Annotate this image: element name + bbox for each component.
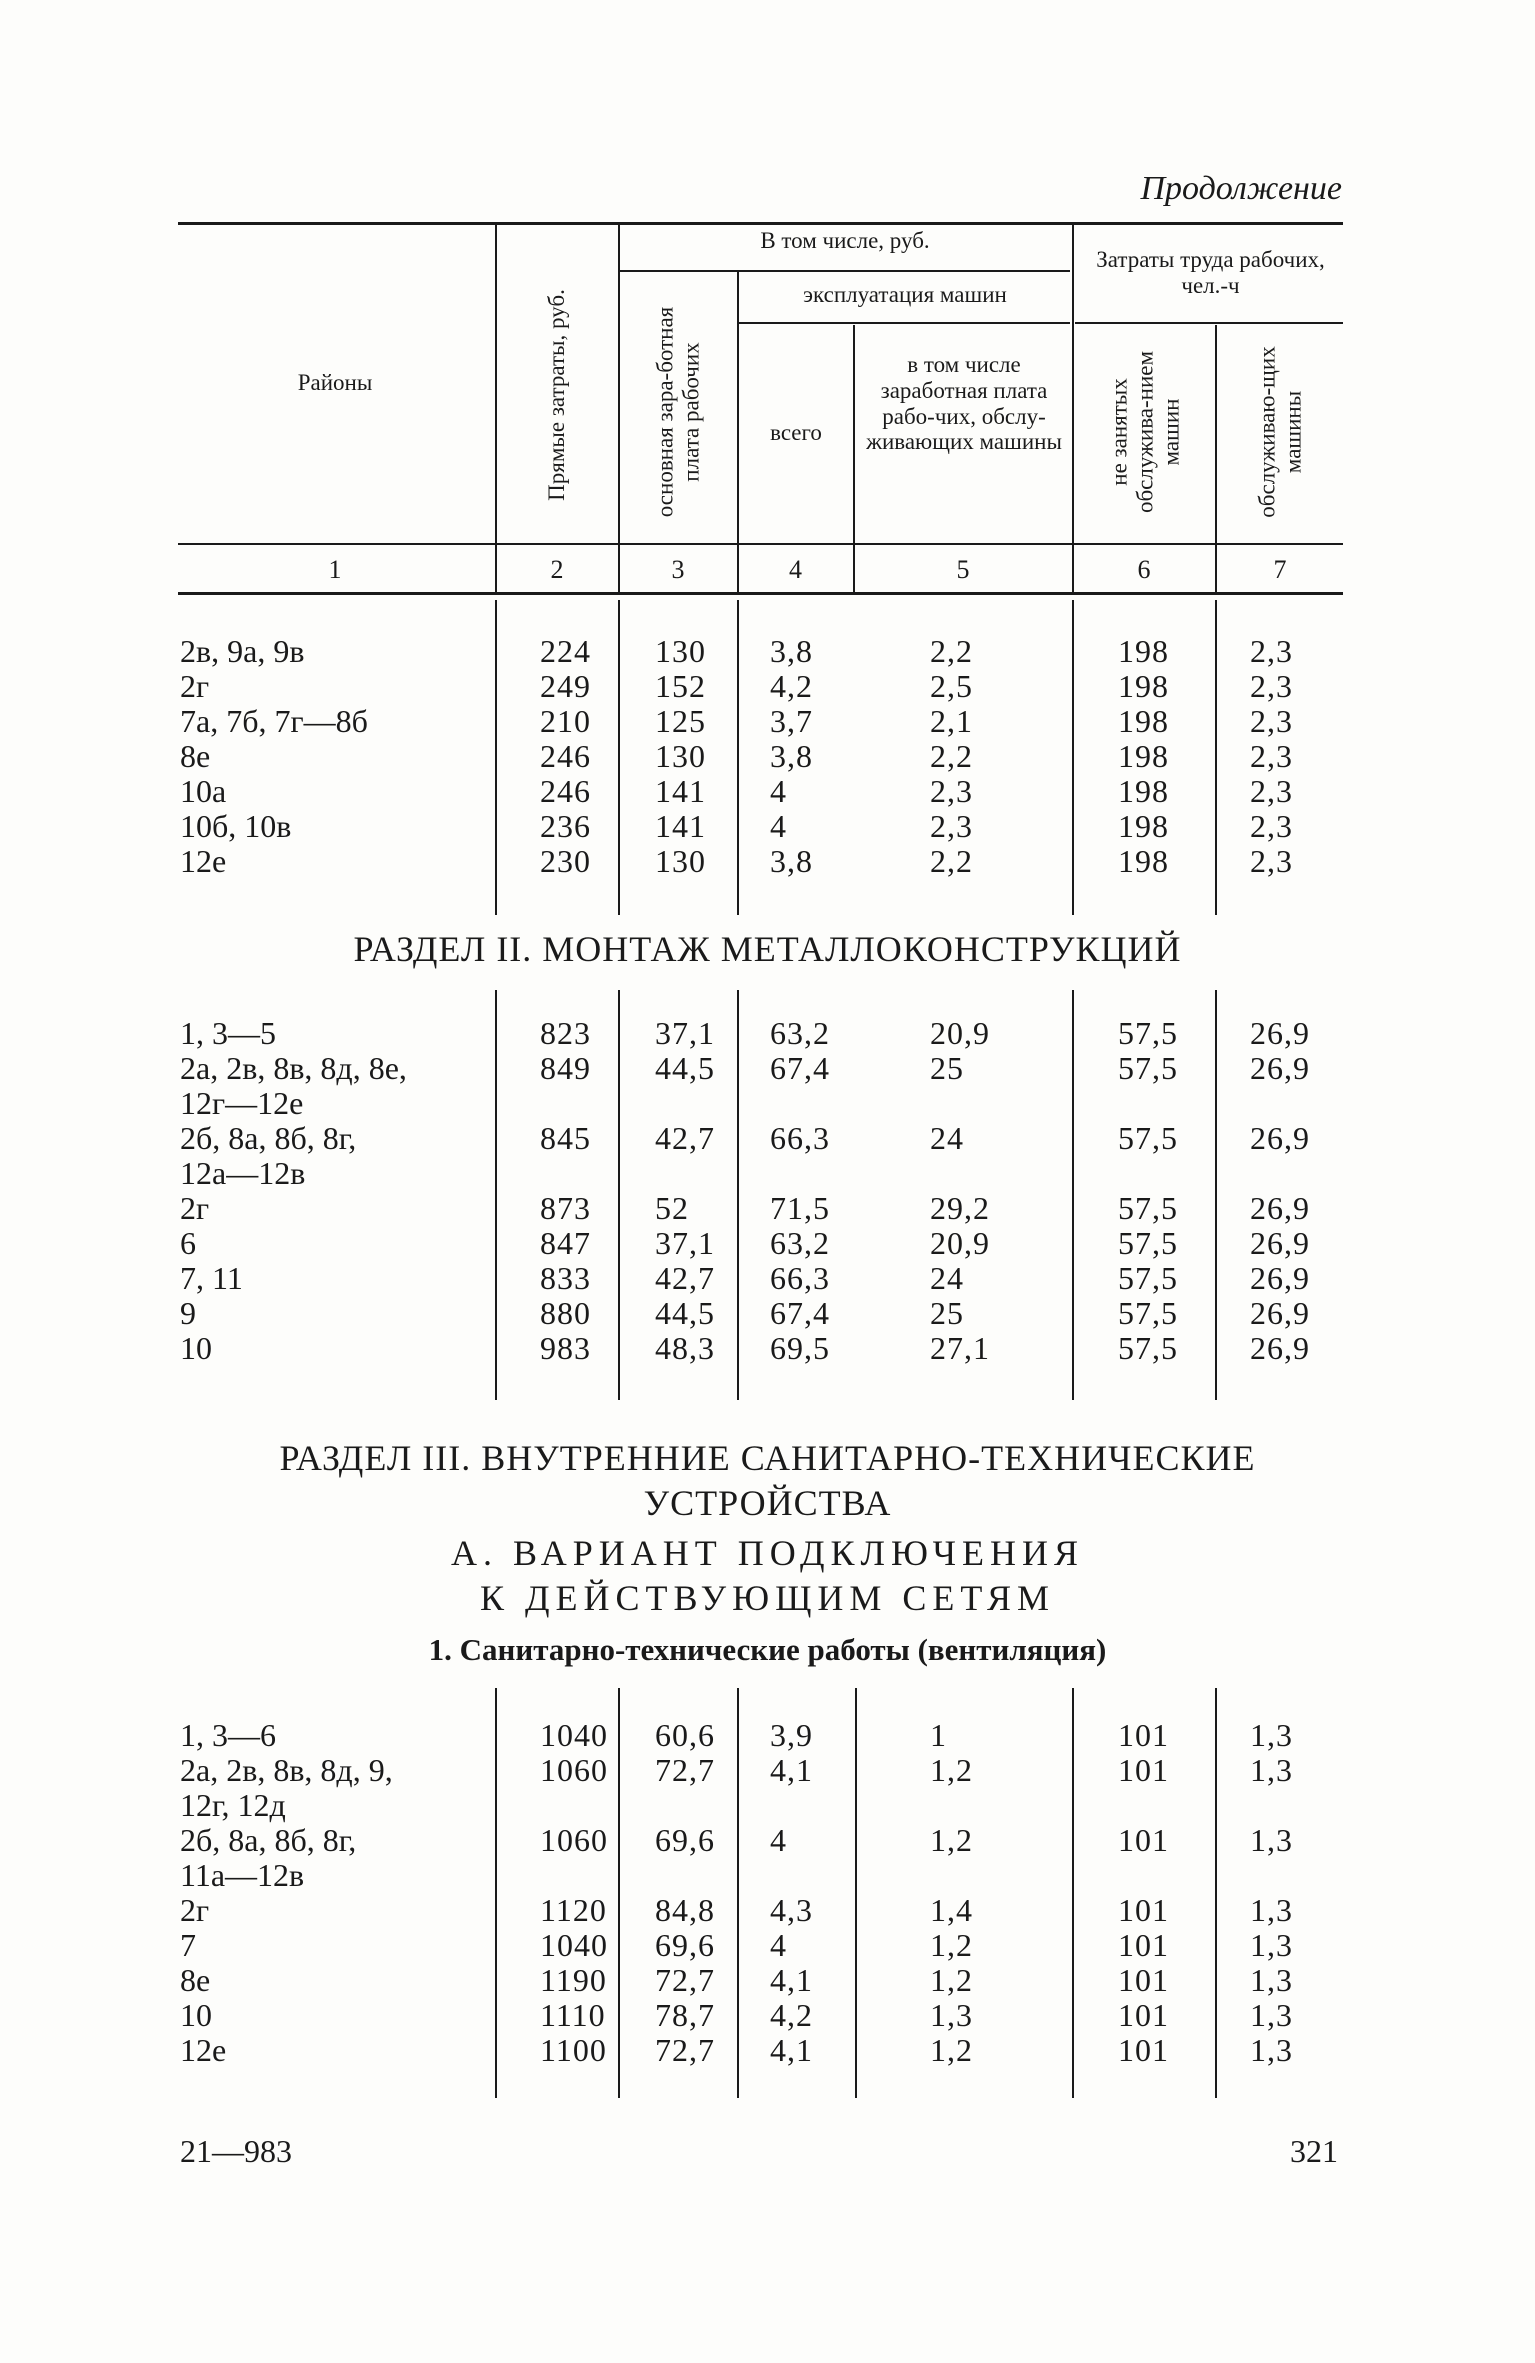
value-cell-c6: 198: [1118, 703, 1169, 739]
value-cell-c7: 1,3: [1250, 1717, 1293, 1753]
district-cell: 7, 11: [180, 1260, 243, 1296]
value-cell-c6: 101: [1118, 2032, 1169, 2068]
s1-vline-5: [1215, 600, 1217, 915]
value-cell-c4: 4: [770, 773, 787, 809]
district-cell: 1, 3—6: [180, 1717, 276, 1753]
value-cell-c7: 26,9: [1250, 1190, 1310, 1226]
value-cell-c6: 57,5: [1118, 1190, 1178, 1226]
header-direct-costs: Прямые затраты, руб.: [544, 289, 570, 501]
value-cell-c2: 224: [540, 633, 591, 669]
header-vline-3: [737, 272, 739, 595]
value-cell-c2: 1120: [540, 1892, 607, 1928]
value-cell-c4: 66,3: [770, 1120, 830, 1156]
s1-vline-2: [618, 600, 620, 915]
section2-title: РАЗДЕЛ II. МОНТАЖ МЕТАЛЛОКОНСТРУКЦИЙ: [353, 929, 1182, 969]
header-base-wage: основная зара-ботная плата рабочих: [652, 306, 703, 518]
value-cell-c4: 3,8: [770, 633, 813, 669]
value-cell-c3: 37,1: [655, 1015, 715, 1051]
district-cell: 2г: [180, 1892, 210, 1928]
header-bottom-rule: [178, 543, 1343, 545]
header-labor-group: Затраты труда рабочих, чел.-ч: [1096, 247, 1325, 298]
value-cell-c6: 101: [1118, 1962, 1169, 1998]
value-cell-c3: 42,7: [655, 1120, 715, 1156]
value-cell-c6: 198: [1118, 808, 1169, 844]
district-cell: 12г, 12д: [180, 1787, 286, 1823]
value-cell-c5: 2,3: [930, 808, 973, 844]
value-cell-c4: 3,8: [770, 843, 813, 879]
value-cell-c5: 24: [930, 1260, 964, 1296]
value-cell-c4: 4: [770, 1822, 787, 1858]
value-cell-c2: 873: [540, 1190, 591, 1226]
district-cell: 2г: [180, 1190, 210, 1226]
value-cell-c6: 101: [1118, 1752, 1169, 1788]
value-cell-c5: 2,1: [930, 703, 973, 739]
value-cell-c6: 57,5: [1118, 1330, 1178, 1366]
value-cell-c7: 2,3: [1250, 843, 1293, 879]
s3-vline-6: [1215, 1688, 1217, 2098]
value-cell-c4: 3,8: [770, 738, 813, 774]
value-cell-c2: 249: [540, 668, 591, 704]
district-cell: 8е: [180, 1962, 211, 1998]
s3-vline-2: [618, 1688, 620, 2098]
value-cell-c2: 210: [540, 703, 591, 739]
value-cell-c5: 1,4: [930, 1892, 973, 1928]
value-cell-c3: 84,8: [655, 1892, 715, 1928]
value-cell-c5: 1: [930, 1717, 947, 1753]
value-cell-c5: 2,2: [930, 738, 973, 774]
district-cell: 12а—12в: [180, 1155, 306, 1191]
value-cell-c6: 198: [1118, 668, 1169, 704]
colnum-4: 4: [789, 555, 802, 584]
value-cell-c4: 4,1: [770, 2032, 813, 2068]
value-cell-c5: 2,2: [930, 633, 973, 669]
section3-title-line2: УСТРОЙСТВА: [643, 1483, 892, 1523]
value-cell-c3: 60,6: [655, 1717, 715, 1753]
value-cell-c6: 101: [1118, 1822, 1169, 1858]
header-not-machine: не занятых обслужива-нием машин: [1106, 350, 1183, 514]
value-cell-c2: 983: [540, 1330, 591, 1366]
value-cell-c2: 849: [540, 1050, 591, 1086]
value-cell-c5: 2,5: [930, 668, 973, 704]
value-cell-c6: 198: [1118, 843, 1169, 879]
value-cell-c7: 1,3: [1250, 2032, 1293, 2068]
value-cell-c5: 1,2: [930, 2032, 973, 2068]
value-cell-c3: 52: [655, 1190, 689, 1226]
value-cell-c3: 72,7: [655, 1752, 715, 1788]
value-cell-c4: 67,4: [770, 1050, 830, 1086]
district-cell: 2а, 2в, 8в, 8д, 8е,: [180, 1050, 407, 1086]
value-cell-c7: 2,3: [1250, 633, 1293, 669]
value-cell-c7: 26,9: [1250, 1225, 1310, 1261]
value-cell-c3: 72,7: [655, 2032, 715, 2068]
value-cell-c4: 4,3: [770, 1892, 813, 1928]
value-cell-c5: 1,2: [930, 1752, 973, 1788]
value-cell-c2: 823: [540, 1015, 591, 1051]
value-cell-c5: 1,3: [930, 1997, 973, 2033]
value-cell-c6: 57,5: [1118, 1015, 1178, 1051]
value-cell-c7: 1,3: [1250, 1822, 1293, 1858]
s3-vline-3: [737, 1688, 739, 2098]
value-cell-c2: 1060: [540, 1822, 608, 1858]
value-cell-c4: 71,5: [770, 1190, 830, 1226]
district-cell: 9: [180, 1295, 196, 1331]
value-cell-c4: 4,1: [770, 1962, 813, 1998]
value-cell-c3: 152: [655, 668, 706, 704]
value-cell-c5: 1,2: [930, 1927, 973, 1963]
value-cell-c6: 101: [1118, 1997, 1169, 2033]
district-cell: 12е: [180, 2032, 227, 2068]
value-cell-c6: 198: [1118, 633, 1169, 669]
header-incl-group: В том числе, руб.: [760, 228, 930, 253]
value-cell-c3: 130: [655, 738, 706, 774]
value-cell-c4: 4,1: [770, 1752, 813, 1788]
s2-vline-1: [495, 990, 497, 1400]
header-machine-serving: обслуживаю-щих машины: [1254, 346, 1305, 518]
value-cell-c7: 26,9: [1250, 1330, 1310, 1366]
value-cell-c7: 26,9: [1250, 1295, 1310, 1331]
page-number: 321: [1290, 2133, 1338, 2169]
district-cell: 10: [180, 1997, 212, 2033]
value-cell-c3: 48,3: [655, 1330, 715, 1366]
value-cell-c7: 26,9: [1250, 1050, 1310, 1086]
colnum-1: 1: [328, 555, 342, 584]
value-cell-c2: 1100: [540, 2032, 607, 2068]
header-incl-wage-machine: в том числе заработная плата рабо-чих, обслу-живающих машины: [866, 352, 1062, 455]
district-cell: 12г—12е: [180, 1085, 304, 1121]
value-cell-c3: 141: [655, 808, 706, 844]
value-cell-c5: 20,9: [930, 1225, 990, 1261]
s2-vline-3: [737, 990, 739, 1400]
value-cell-c5: 24: [930, 1120, 964, 1156]
district-cell: 12е: [180, 843, 227, 879]
s1-vline-1: [495, 600, 497, 915]
district-cell: 1, 3—5: [180, 1015, 276, 1051]
value-cell-c3: 78,7: [655, 1997, 715, 2033]
value-cell-c2: 1040: [540, 1927, 608, 1963]
value-cell-c3: 130: [655, 633, 706, 669]
value-cell-c4: 63,2: [770, 1225, 830, 1261]
variant-line1: А. ВАРИАНТ ПОДКЛЮЧЕНИЯ: [451, 1533, 1084, 1573]
district-cell: 7а, 7б, 7г—8б: [180, 703, 368, 739]
value-cell-c3: 130: [655, 843, 706, 879]
value-cell-c3: 44,5: [655, 1050, 715, 1086]
value-cell-c4: 4: [770, 808, 787, 844]
header-machine-ops: эксплуатация машин: [803, 282, 1007, 307]
district-cell: 8е: [180, 738, 211, 774]
header-machine-rule: [738, 322, 1070, 324]
footer-code: 21—983: [180, 2133, 292, 2169]
variant-line2: К ДЕЙСТВУЮЩИМ СЕТЯМ: [479, 1578, 1056, 1618]
colnum-bottom-rule: [178, 592, 1343, 595]
value-cell-c7: 2,3: [1250, 808, 1293, 844]
header-vline-1: [495, 225, 497, 595]
colnum-7: 7: [1273, 555, 1287, 584]
header-total: всего: [770, 420, 822, 445]
value-cell-c7: 26,9: [1250, 1260, 1310, 1296]
value-cell-c6: 57,5: [1118, 1260, 1178, 1296]
value-cell-c4: 4,2: [770, 668, 813, 704]
s3-vline-1: [495, 1688, 497, 2098]
value-cell-c4: 4,2: [770, 1997, 813, 2033]
district-cell: 10а: [180, 773, 227, 809]
s1-vline-4: [1072, 600, 1074, 915]
header-vline-5: [1072, 225, 1074, 595]
value-cell-c6: 57,5: [1118, 1295, 1178, 1331]
district-cell: 11а—12в: [180, 1857, 305, 1893]
header-labor-rule: [1075, 322, 1343, 324]
value-cell-c4: 63,2: [770, 1015, 830, 1051]
value-cell-c2: 236: [540, 808, 591, 844]
value-cell-c7: 2,3: [1250, 668, 1293, 704]
district-cell: 10: [180, 1330, 212, 1366]
s3-vline-5: [1072, 1688, 1074, 2098]
value-cell-c3: 37,1: [655, 1225, 715, 1261]
value-cell-c2: 230: [540, 843, 591, 879]
value-cell-c7: 1,3: [1250, 1962, 1293, 1998]
continuation-label: Продолжение: [1140, 170, 1342, 207]
value-cell-c7: 2,3: [1250, 773, 1293, 809]
value-cell-c6: 57,5: [1118, 1120, 1178, 1156]
value-cell-c5: 27,1: [930, 1330, 990, 1366]
value-cell-c7: 26,9: [1250, 1015, 1310, 1051]
district-cell: 2г: [180, 668, 210, 704]
header-vline-2: [618, 225, 620, 595]
value-cell-c7: 26,9: [1250, 1120, 1310, 1156]
district-cell: 10б, 10в: [180, 808, 292, 844]
value-cell-c2: 246: [540, 738, 591, 774]
value-cell-c2: 833: [540, 1260, 591, 1296]
value-cell-c3: 69,6: [655, 1927, 715, 1963]
subsection-title: 1. Санитарно-технические работы (вентиляция): [428, 1632, 1107, 1667]
district-cell: 2б, 8а, 8б, 8г,: [180, 1120, 357, 1156]
value-cell-c3: 69,6: [655, 1822, 715, 1858]
value-cell-c4: 3,9: [770, 1717, 813, 1753]
value-cell-c6: 198: [1118, 738, 1169, 774]
s2-vline-5: [1215, 990, 1217, 1400]
value-cell-c4: 66,3: [770, 1260, 830, 1296]
value-cell-c2: 880: [540, 1295, 591, 1331]
value-cell-c6: 101: [1118, 1717, 1169, 1753]
value-cell-c7: 2,3: [1250, 738, 1293, 774]
value-cell-c7: 1,3: [1250, 1997, 1293, 2033]
value-cell-c3: 125: [655, 703, 706, 739]
s3-vline-4: [855, 1688, 857, 2098]
value-cell-c7: 1,3: [1250, 1927, 1293, 1963]
district-cell: 2б, 8а, 8б, 8г,: [180, 1822, 357, 1858]
value-cell-c4: 4: [770, 1927, 787, 1963]
value-cell-c7: 1,3: [1250, 1752, 1293, 1788]
value-cell-c5: 1,2: [930, 1822, 973, 1858]
value-cell-c3: 44,5: [655, 1295, 715, 1331]
district-cell: 2в, 9а, 9в: [180, 633, 305, 669]
value-cell-c5: 25: [930, 1050, 964, 1086]
value-cell-c2: 246: [540, 773, 591, 809]
value-cell-c5: 2,2: [930, 843, 973, 879]
value-cell-c6: 198: [1118, 773, 1169, 809]
value-cell-c3: 141: [655, 773, 706, 809]
value-cell-c6: 57,5: [1118, 1225, 1178, 1261]
value-cell-c6: 57,5: [1118, 1050, 1178, 1086]
value-cell-c4: 69,5: [770, 1330, 830, 1366]
colnum-6: 6: [1137, 555, 1151, 584]
value-cell-c5: 2,3: [930, 773, 973, 809]
value-cell-c2: 1060: [540, 1752, 608, 1788]
value-cell-c3: 42,7: [655, 1260, 715, 1296]
value-cell-c2: 845: [540, 1120, 591, 1156]
district-cell: 2а, 2в, 8в, 8д, 9,: [180, 1752, 393, 1788]
value-cell-c3: 72,7: [655, 1962, 715, 1998]
section3-title-line1: РАЗДЕЛ III. ВНУТРЕННИЕ САНИТАРНО-ТЕХНИЧЕСКИЕ: [279, 1438, 1256, 1478]
value-cell-c5: 29,2: [930, 1190, 990, 1226]
value-cell-c7: 2,3: [1250, 703, 1293, 739]
header-top-rule: [178, 222, 1343, 225]
value-cell-c4: 67,4: [770, 1295, 830, 1331]
value-cell-c5: 1,2: [930, 1962, 973, 1998]
colnum-2: 2: [550, 555, 564, 584]
value-cell-c2: 847: [540, 1225, 591, 1261]
value-cell-c5: 20,9: [930, 1015, 990, 1051]
district-cell: 6: [180, 1225, 196, 1261]
s1-vline-3: [737, 600, 739, 915]
s2-vline-4: [1072, 990, 1074, 1400]
value-cell-c5: 25: [930, 1295, 964, 1331]
value-cell-c4: 3,7: [770, 703, 813, 739]
colnum-3: 3: [671, 555, 685, 584]
district-cell: 7: [180, 1927, 196, 1963]
value-cell-c2: 1190: [540, 1962, 607, 1998]
colnum-5: 5: [956, 555, 970, 584]
s2-vline-2: [618, 990, 620, 1400]
header-group-rule: [620, 270, 1070, 272]
value-cell-c2: 1040: [540, 1717, 608, 1753]
value-cell-c2: 1110: [540, 1997, 606, 2033]
header-districts: Районы: [297, 370, 373, 395]
value-cell-c7: 1,3: [1250, 1892, 1293, 1928]
value-cell-c6: 101: [1118, 1927, 1169, 1963]
value-cell-c6: 101: [1118, 1892, 1169, 1928]
